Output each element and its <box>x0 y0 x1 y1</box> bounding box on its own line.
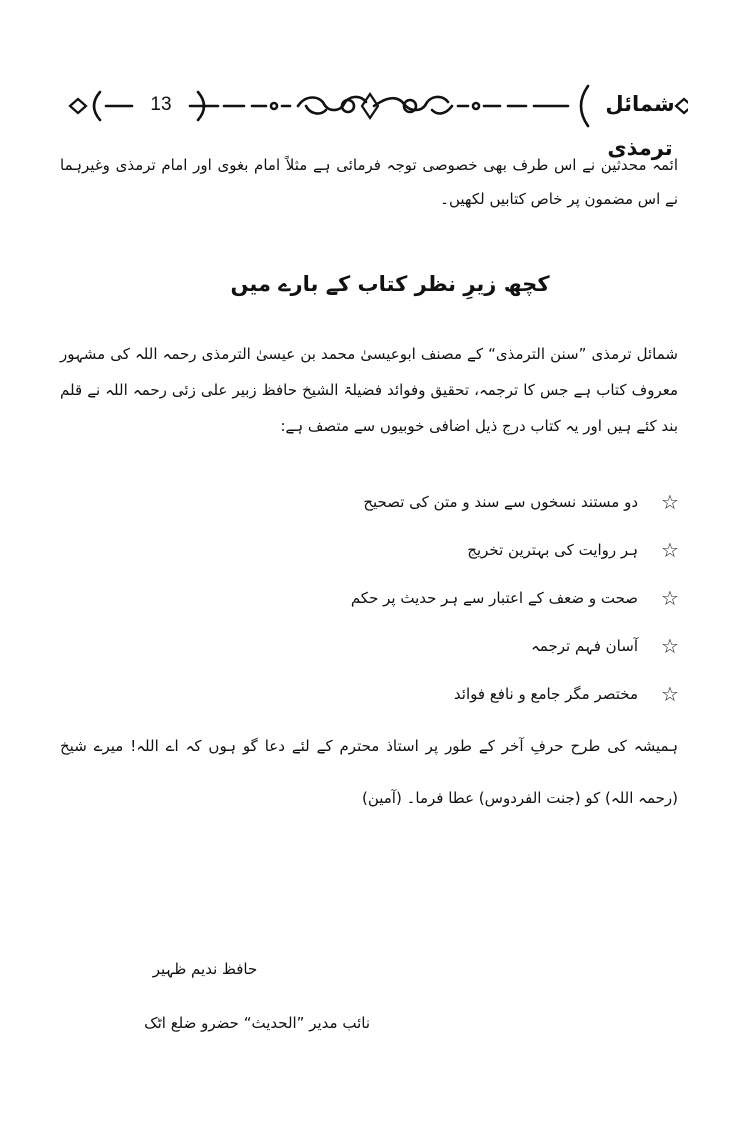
page-number <box>134 86 188 124</box>
section-heading: کچھ زیرِ نظر کتاب کے بارے میں <box>230 272 550 296</box>
list-item-text: آسان فہم ترجمہ <box>531 637 638 655</box>
list-item-text: مختصر مگر جامع و نافع فوائد <box>453 685 638 703</box>
list-item <box>150 670 680 718</box>
signature-name: حافظ ندیم ظہیر <box>152 960 258 978</box>
signature-title: نائب مدیر ”الحدیث“ حضرو ضلع اٹک <box>144 1014 370 1032</box>
page-header <box>48 72 688 160</box>
book-title: شمائل ترمذی <box>605 92 675 160</box>
star-bullet-icon: ☆ <box>661 490 679 514</box>
list-item-text: صحت و ضعف کے اعتبار سے ہر حدیث پر حکم <box>350 589 638 607</box>
description-paragraph: شمائل ترمذی ”سنن الترمذی“ کے مصنف ابوعیسیٰ محمد بن عیسیٰ الترمذی رحمہ اللہ کی مشہور معروف کتاب ہے جس کا ترجمہ، تحقیق وفوائد فضیلۃ الشیخ حافظ زبیر علی زئی رحمہ اللہ نے قلم بند کئے ہیں اور یہ کتاب درج ذیل اضافی خوبیوں سے متصف ہے: <box>60 345 678 435</box>
star-bullet-icon: ☆ <box>661 538 679 562</box>
star-bullet-icon: ☆ <box>661 586 679 610</box>
list-item-text: دو مستند نسخوں سے سند و متن کی تصحیح <box>363 493 638 511</box>
star-bullet-icon: ☆ <box>661 634 679 658</box>
list-item-text: ہر روایت کی بہترین تخریج <box>467 541 638 559</box>
intro-paragraph: ائمہ محدثین نے اس طرف بھی خصوصی توجہ فرمائی ہے مثلاً امام بغوی اور امام ترمذی وغیرہما نے اس مضمون پر خاص کتابیں لکھیں۔ <box>60 156 678 208</box>
list-item <box>150 478 680 526</box>
star-bullet-icon: ☆ <box>661 682 679 706</box>
list-item <box>150 574 680 622</box>
list-item <box>150 622 680 670</box>
closing-prayer: ہمیشہ کی طرح حرفِ آخر کے طور پر استاذ محترم کے لئے دعا گو ہوں کہ اے اللہ! میرے شیخ (رحمہ اللہ) کو (جنت الفردوس) عطا فرما۔ (آمین) <box>60 737 678 807</box>
page-number-text: 13 <box>150 94 172 115</box>
list-item <box>150 526 680 574</box>
features-list <box>150 478 680 718</box>
